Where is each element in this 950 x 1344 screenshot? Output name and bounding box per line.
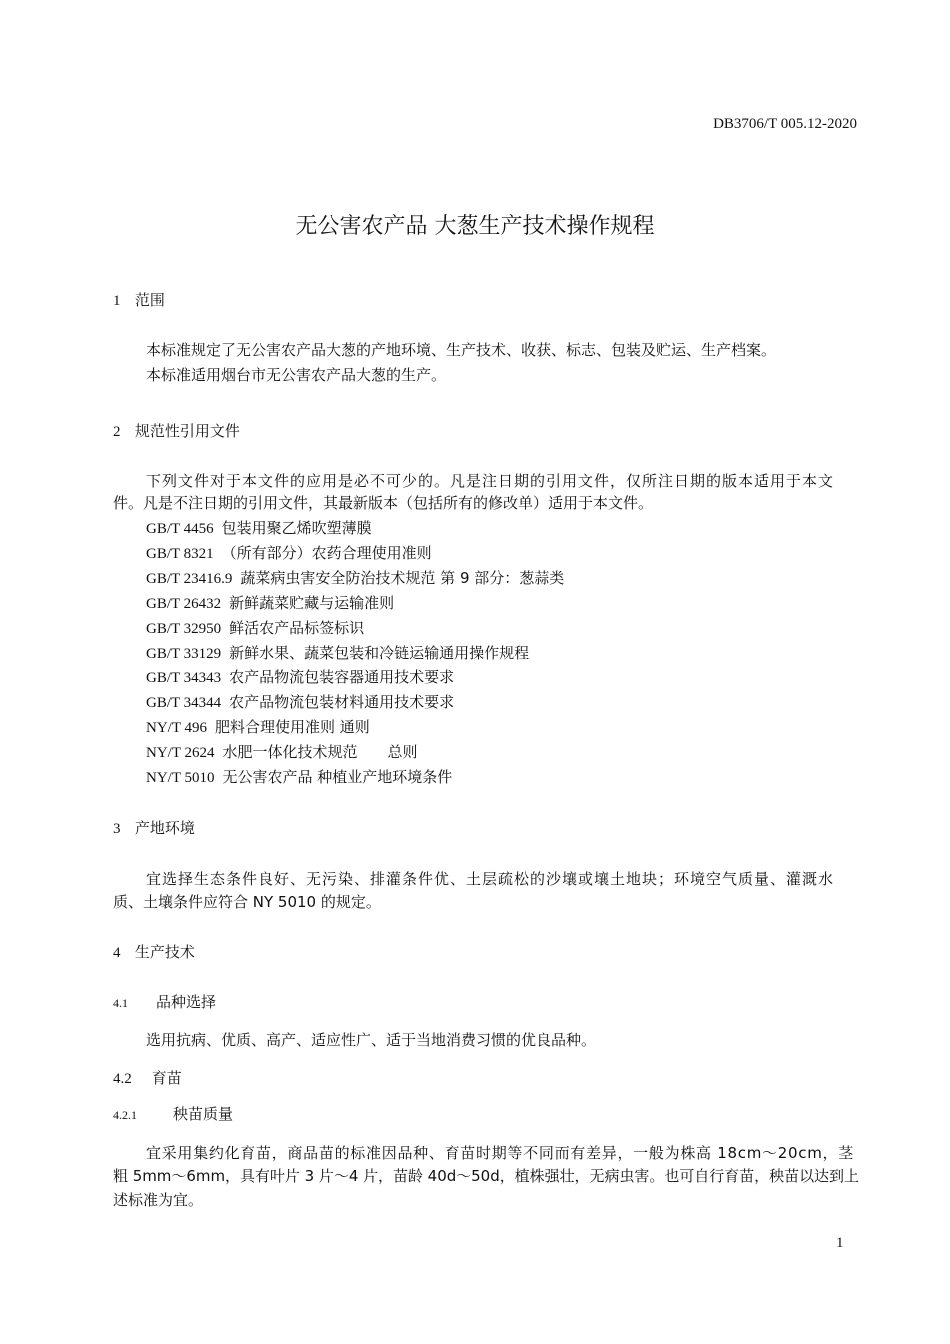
section-number: 4	[113, 945, 121, 961]
reference-code: NY/T 2624	[146, 745, 215, 762]
reference-code: GB/T 34344	[146, 695, 222, 712]
reference-item	[146, 593, 394, 614]
reference-item	[146, 742, 418, 763]
section-4-2-1-heading	[113, 1104, 233, 1125]
paragraph-line: 述标准为宜。	[113, 1191, 204, 1209]
section-number: 4.2	[113, 1071, 132, 1087]
reference-title: 农产品物流包装容器通用技术要求	[229, 668, 455, 687]
section-number: 3	[113, 821, 121, 837]
paragraph-line: 宜采用集约化育苗，商品苗的标准因品种、育苗时期等不同而有差异，一般为株高 18cm～20cm，茎	[146, 1144, 854, 1162]
reference-title: 鲜活农产品标签标识	[229, 618, 365, 637]
section-title: 秧苗质量	[173, 1105, 234, 1123]
reference-item	[146, 767, 452, 788]
reference-code: GB/T 4456	[146, 521, 214, 537]
reference-title: 无公害农产品 种植业产地环境条件	[222, 768, 453, 786]
reference-code: GB/T 26432	[146, 595, 222, 612]
paragraph-line: 本标准适用烟台市无公害农产品大葱的生产。	[146, 366, 447, 384]
paragraph-line: 件。凡是不注日期的引用文件，其最新版本（包括所有的修改单）适用于本文件。	[113, 494, 654, 512]
page-number: 1	[836, 1235, 844, 1251]
reference-code: GB/T 23416.9	[146, 570, 233, 587]
reference-code: GB/T 33129	[146, 645, 222, 662]
reference-item	[146, 618, 364, 639]
paragraph-line: 选用抗病、优质、高产、适应性广、适于当地消费习惯的优良品种。	[146, 1031, 597, 1049]
section-title: 规范性引用文件	[134, 422, 240, 440]
reference-item	[146, 692, 454, 713]
paragraph-line: 下列文件对于本文件的应用是必不可少的。凡是注日期的引用文件，仅所注日期的版本适用于本文	[146, 472, 835, 490]
paragraph-line: 本标准规定了无公害农产品大葱的产地环境、生产技术、收获、标志、包装及贮运、生产档案。	[146, 341, 777, 359]
document-code: DB3706/T 005.12-2020	[713, 116, 857, 132]
paragraph-line: 宜选择生态条件良好、无污染、排灌条件优、土层疏松的沙壤或壤土地块；环境空气质量、灌溉水	[146, 870, 835, 888]
reference-title: 新鲜水果、蔬菜包装和冷链运输通用操作规程	[229, 643, 530, 662]
section-4-heading	[113, 942, 195, 963]
reference-code: GB/T 8321	[146, 545, 214, 562]
reference-item	[146, 543, 432, 564]
reference-title: 新鲜蔬菜贮藏与运输准则	[229, 593, 395, 612]
reference-title: 包装用聚乙烯吹塑薄膜	[221, 519, 372, 537]
reference-code: NY/T 496	[146, 720, 207, 737]
reference-title: 蔬菜病虫害安全防治技术规范 第 9 部分：葱蒜类	[240, 568, 565, 587]
section-3-heading	[113, 818, 195, 839]
section-number: 4.2.1	[113, 1108, 137, 1122]
reference-title: 肥料合理使用准则 通则	[214, 718, 370, 737]
section-title: 范围	[134, 291, 165, 309]
section-title: 生产技术	[134, 943, 195, 961]
reference-code: GB/T 34343	[146, 670, 222, 687]
section-2-heading	[113, 421, 240, 442]
reference-item	[146, 667, 454, 688]
reference-item	[146, 717, 370, 738]
paragraph-line: 质、土壤条件应符合 NY 5010 的规定。	[113, 893, 381, 911]
paragraph-line: 粗 5mm～6mm，具有叶片 3 片～4 片，苗龄 40d～50d，植株强壮，无病虫害。也可自行育苗，秧苗以达到上	[113, 1167, 859, 1185]
reference-title: （所有部分）农药合理使用准则	[221, 543, 432, 562]
section-title: 品种选择	[156, 993, 217, 1011]
section-title: 产地环境	[134, 819, 195, 837]
section-number: 2	[113, 424, 121, 440]
reference-item	[146, 518, 372, 539]
section-number: 1	[113, 293, 121, 309]
section-4-1-heading	[113, 992, 216, 1013]
reference-item	[146, 568, 564, 589]
reference-title: 农产品物流包装材料通用技术要求	[229, 693, 455, 712]
reference-item	[146, 643, 529, 664]
reference-code: NY/T 5010	[146, 770, 215, 786]
section-title: 育苗	[151, 1069, 182, 1087]
page-title: 无公害农产品 大葱生产技术操作规程	[295, 214, 655, 239]
reference-code: GB/T 32950	[146, 620, 222, 637]
section-number: 4.1	[113, 996, 128, 1010]
section-1-heading	[113, 290, 165, 311]
section-4-2-heading	[113, 1068, 182, 1089]
reference-title: 水肥一体化技术规范 总则	[222, 743, 418, 762]
